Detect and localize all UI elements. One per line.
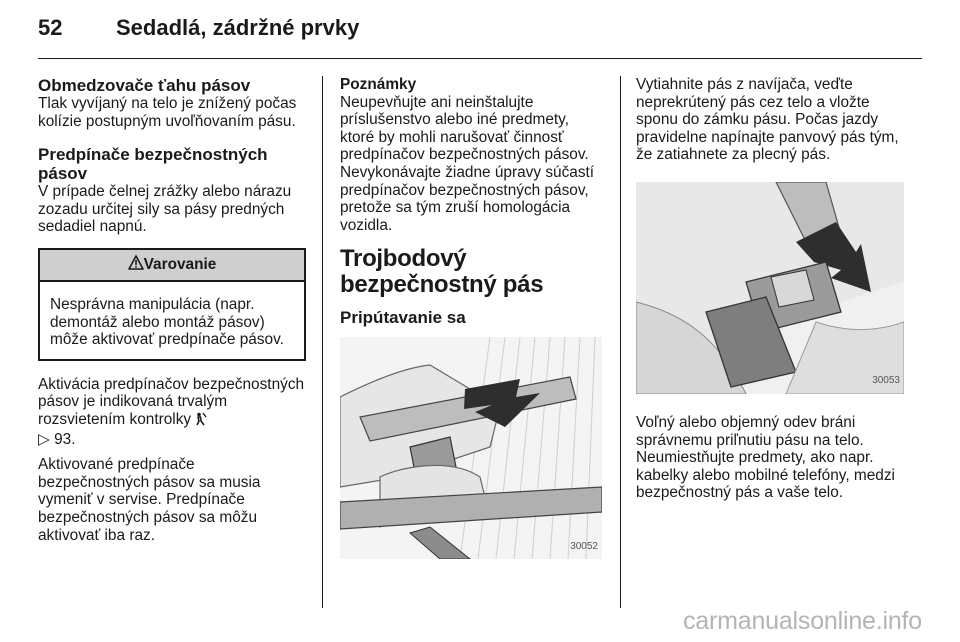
header-rule xyxy=(38,58,922,59)
activation-text: Aktivácia predpínačov bezpečnostných pásov je indikovaná trvalým rozsvietením kontrolky xyxy=(38,375,305,428)
heading-belt-pretensioners: Predpínače bezpečnostných pásov xyxy=(38,145,268,184)
paragraph-clothing-warning: Voľný alebo objemný odev bráni správnemu priľnutiu pásu na telo. Neumiestňujte predmety, ako napr. kabelky alebo mobilné telefóny, medzi bezpečnostný pás a vaše telo. xyxy=(636,413,895,502)
warning-triangle-icon xyxy=(128,255,144,275)
warning-box xyxy=(38,248,306,361)
figure-buckle-latch xyxy=(636,182,904,394)
heading-belt-force-limiters: Obmedzovače ťahu pásov xyxy=(38,76,251,95)
airbag-warning-lamp-icon xyxy=(195,412,207,431)
paragraph-replacement: Aktivované predpínače bezpečnostných pásov sa musia vymeniť v servise. Predpínače bezpečnostných pásov sa môžu aktivovať iba raz. xyxy=(38,456,261,544)
heading-fastening: Pripútavanie sa xyxy=(340,308,466,328)
paragraph-activation xyxy=(38,376,306,448)
column-middle xyxy=(340,76,602,559)
page-title: Sedadlá, zádržné prvky xyxy=(116,15,360,40)
page-header xyxy=(0,0,960,60)
paragraph-pretensioners: V prípade čelnej zrážky alebo nárazu zozadu určitej sily sa pásy predných sedadiel napnú. xyxy=(38,183,292,236)
heading-three-point-belt: Trojbodový bezpečnostný pás xyxy=(340,245,544,299)
watermark-text: carmanualsonline.info xyxy=(682,607,922,635)
warning-text: Nesprávna manipulácia (napr. demontáž alebo montáž pásov) môže aktivovať predpínače pásov. xyxy=(50,295,284,349)
warning-title: Varovanie xyxy=(143,256,217,274)
note-text: Neupevňujte ani neinštalujte príslušenstvo alebo iné predmety, ktoré by mohli narušovať činnosť predpínačov bezpečnostných pásov. Nevykonávajte žiadne úpravy súčastí predpínačov bezpečnostných pásov, pretože sa tým zruší homologácia vozidla. xyxy=(340,93,595,234)
page-reference-arrow-icon: ▷ xyxy=(38,430,50,448)
figure-number: 30052 xyxy=(570,540,598,552)
warning-header xyxy=(40,250,304,282)
column-divider-1 xyxy=(322,76,323,608)
figure-number: 30053 xyxy=(872,375,900,387)
column-divider-2 xyxy=(620,76,621,608)
paragraph-force-limiters: Tlak vyvíjaný na telo je znížený počas kolízie postupným uvoľňovaním pásu. xyxy=(38,95,297,130)
column-left xyxy=(38,76,306,544)
column-right xyxy=(636,76,906,502)
page-number: 52 xyxy=(38,15,63,40)
paragraph-buckle-instructions: Vytiahnite pás z navíjača, veďte neprekrútený pás cez telo a vložte sponu do zámku pásu. Počas jazdy pravidelne napínajte panvový pás tým, že zatiahnete za plecný pás. xyxy=(636,76,899,164)
note-title: Poznámky xyxy=(340,76,417,93)
page-reference: 93. xyxy=(54,430,76,448)
figure-fastening-belt xyxy=(340,337,602,559)
